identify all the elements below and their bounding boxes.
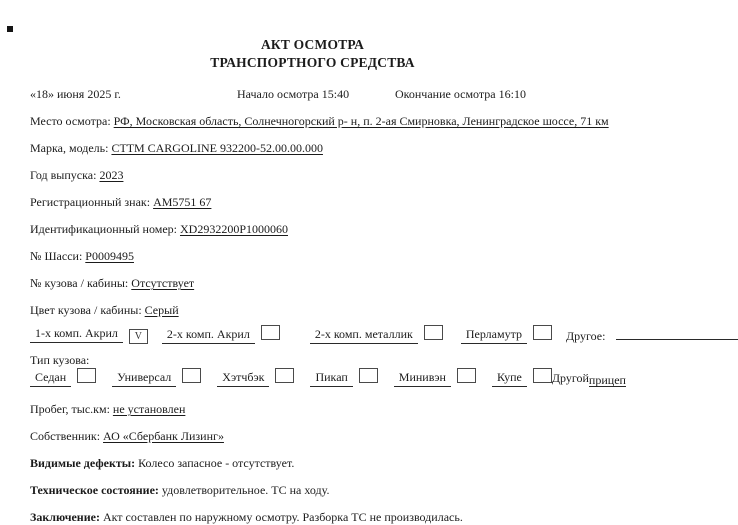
body-type-other-label: Другой <box>551 371 589 385</box>
inspection-end-time: Окончание осмотра 16:10 <box>395 87 526 101</box>
body-type-hatchback <box>217 368 294 387</box>
field-body-number <box>30 275 595 291</box>
field-color <box>30 302 595 318</box>
reg-plate-label: Регистрационный знак: <box>30 195 151 209</box>
mileage-value: не установлен <box>112 402 186 416</box>
body-type-hatchback-label: Хэтчбэк <box>217 370 269 387</box>
vin-label: Идентификационный номер: <box>30 222 177 236</box>
section-technical-condition <box>30 482 595 498</box>
field-make-model <box>30 140 595 156</box>
body-type-coupe-label: Купе <box>492 370 527 387</box>
body-type-minivan <box>394 368 476 387</box>
mileage-label: Пробег, тыс.км: <box>30 402 110 416</box>
body-type-coupe <box>492 368 552 387</box>
checkbox-paint-pearl[interactable] <box>533 325 552 340</box>
checkbox-paint-metallic[interactable] <box>424 325 443 340</box>
make-model-value: СТТМ CARGOLINE 932200-52.00.00.000 <box>111 141 323 155</box>
paint-option-metallic-label: 2-х комп. металлик <box>310 327 418 344</box>
year-label: Год выпуска: <box>30 168 97 182</box>
paint-option-acryl-1k-label: 1-х комп. Акрил <box>30 326 123 343</box>
color-value: Серый <box>144 303 179 317</box>
color-label: Цвет кузова / кабины: <box>30 303 142 317</box>
title-line-1: АКТ ОСМОТРА <box>260 37 365 52</box>
body-type-pickup-label: Пикап <box>310 370 352 387</box>
checkbox-body-minivan[interactable] <box>457 368 476 383</box>
section-defects <box>30 455 595 471</box>
body-number-label: № кузова / кабины: <box>30 276 129 290</box>
paint-other-input-line[interactable] <box>616 326 738 340</box>
paint-option-pearl-label: Перламутр <box>461 327 527 344</box>
scan-artifact-square <box>7 26 13 32</box>
field-owner <box>30 428 595 444</box>
chassis-value: P0009495 <box>85 249 134 263</box>
paint-type-row <box>30 325 606 344</box>
paint-option-acryl-1k <box>30 326 148 344</box>
place-label: Место осмотра: <box>30 114 111 128</box>
title-line-2: ТРАНСПОРТНОГО СРЕДСТВА <box>210 55 415 70</box>
document-title <box>30 36 595 72</box>
owner-label: Собственник: <box>30 429 101 443</box>
field-vin <box>30 221 595 237</box>
make-model-label: Марка, модель: <box>30 141 109 155</box>
field-reg-plate <box>30 194 595 210</box>
body-type-wagon-label: Универсал <box>112 370 176 387</box>
checkbox-body-wagon[interactable] <box>182 368 201 383</box>
body-type-sedan-label: Седан <box>30 370 71 387</box>
technical-condition-label: Техническое состояние: <box>30 483 159 497</box>
body-type-wagon <box>112 368 201 387</box>
body-type-sedan <box>30 368 96 387</box>
date-row <box>30 86 595 102</box>
section-conclusion <box>30 509 595 525</box>
checkbox-body-coupe[interactable] <box>533 368 552 383</box>
inspection-start-time: Начало осмотра 15:40 <box>237 87 350 101</box>
body-type-other-value: прицеп <box>588 373 626 387</box>
paint-option-other <box>566 326 738 344</box>
checkbox-body-pickup[interactable] <box>359 368 378 383</box>
field-year <box>30 167 595 183</box>
paint-option-pearl <box>461 325 552 344</box>
paint-other-label: Другое: <box>565 329 606 343</box>
reg-plate-value: АМ5751 67 <box>153 195 212 209</box>
body-type-pickup <box>310 368 377 387</box>
place-value: РФ, Московская область, Солнечногорский р- н, п. 2-ая Смирновка, Ленинградское шоссе, 71 км <box>113 114 609 128</box>
body-type-label: Тип кузова: <box>30 353 90 367</box>
year-value: 2023 <box>99 168 124 182</box>
checkbox-body-sedan[interactable] <box>77 368 96 383</box>
paint-option-acryl-2k <box>162 325 280 344</box>
checkbox-body-hatchback[interactable] <box>275 368 294 383</box>
body-type-minivan-label: Минивэн <box>394 370 451 387</box>
body-number-value: Отсутствует <box>131 276 195 290</box>
inspection-date: «18» июня 2025 г. <box>30 87 121 101</box>
defects-label: Видимые дефекты: <box>30 456 136 470</box>
conclusion-value: Акт составлен по наружному осмотру. Разборка ТС не производилась. <box>102 510 463 524</box>
body-type-row <box>30 368 626 387</box>
vin-value: XD2932200P1000060 <box>179 222 288 236</box>
paint-option-acryl-2k-label: 2-х комп. Акрил <box>162 327 255 344</box>
field-chassis <box>30 248 595 264</box>
defects-value: Колесо запасное - отсутствует. <box>138 456 295 470</box>
technical-condition-value: удовлетворительное. ТС на ходу. <box>161 483 330 497</box>
owner-value: АО «Сбербанк Лизинг» <box>103 429 224 443</box>
conclusion-label: Заключение: <box>30 510 100 524</box>
paint-option-metallic <box>310 325 443 344</box>
checkbox-paint-acryl-2k[interactable] <box>261 325 280 340</box>
field-place <box>30 113 609 129</box>
checkbox-paint-acryl-1k[interactable]: V <box>129 329 148 344</box>
chassis-label: № Шасси: <box>30 249 83 263</box>
field-mileage <box>30 401 595 417</box>
